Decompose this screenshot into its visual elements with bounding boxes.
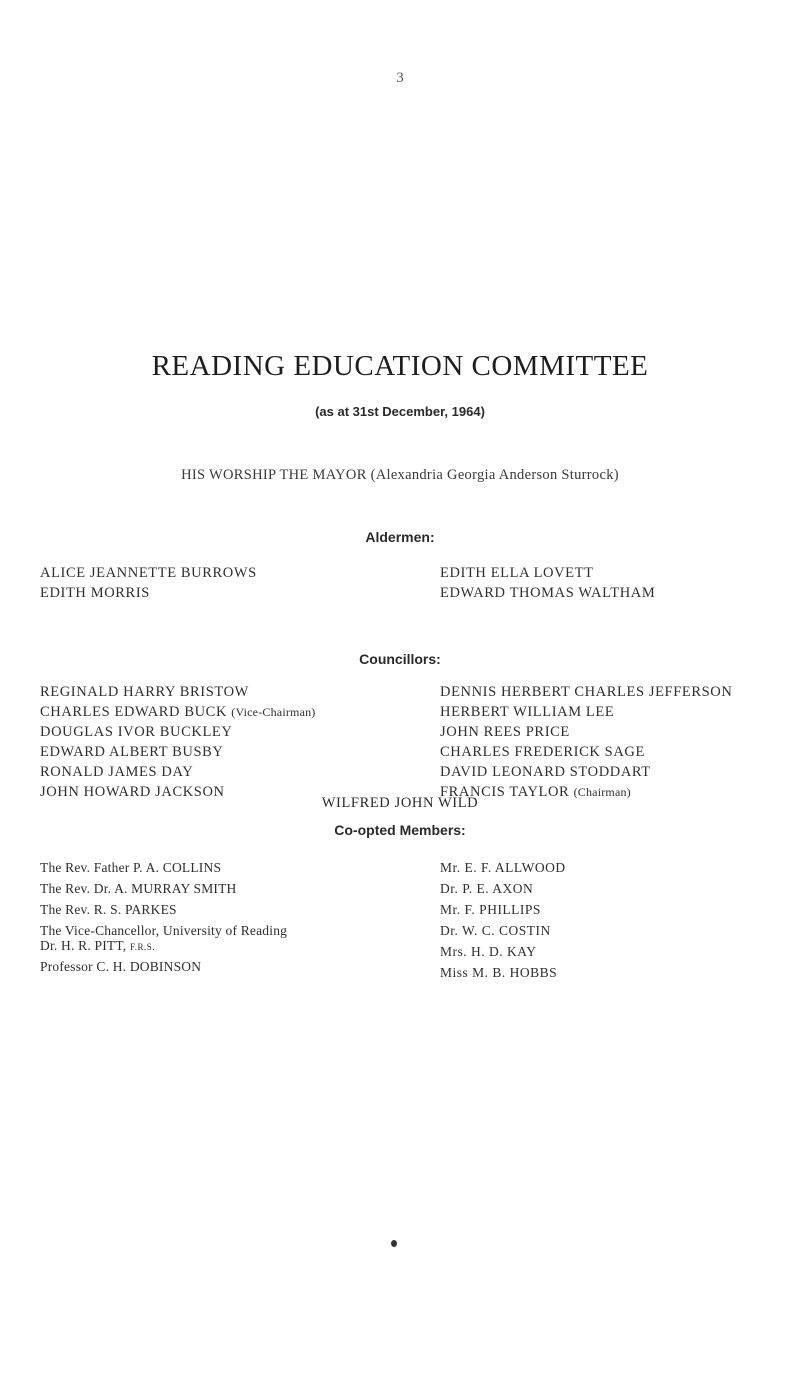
councillor-entry: [40, 724, 232, 741]
coopted-member: Professor C. H. DOBINSON: [40, 959, 202, 974]
councillor-entry: [440, 704, 614, 721]
coopted-member: Dr. H. R. PITT,: [40, 938, 127, 953]
alderman-name: ALICE JEANNETTE BURROWS: [40, 565, 257, 581]
coopted-member: The Rev. Father P. A. COLLINS: [40, 860, 222, 875]
councillor-name: REGINALD HARRY BRISTOW: [40, 684, 249, 700]
chairman-note: (Chairman): [573, 785, 631, 799]
alderman-name: EDWARD THOMAS WALTHAM: [440, 585, 656, 601]
councillor-name: CHARLES FREDERICK SAGE: [440, 744, 645, 760]
coopted-member: The Rev. Dr. A. MURRAY SMITH: [40, 881, 237, 896]
councillor-name: DAVID LEONARD STODDART: [440, 764, 651, 780]
councillor-name: EDWARD ALBERT BUSBY: [40, 744, 224, 760]
councillor-name: FRANCIS TAYLOR: [440, 784, 570, 800]
councillor-entry: [440, 724, 570, 741]
councillor-entry: [440, 684, 732, 701]
coopted-member: The Rev. R. S. PARKES: [40, 902, 177, 917]
coopted-member: Dr. W. C. COSTIN: [440, 923, 551, 938]
councillor-entry: [440, 744, 645, 761]
coopted-member-entry: [40, 938, 155, 954]
coopted-member: Mrs. H. D. KAY: [440, 944, 537, 959]
page-number: 3: [396, 70, 404, 86]
councillor-name: JOHN HOWARD JACKSON: [40, 784, 225, 800]
coopted-member: Mr. F. PHILLIPS: [440, 902, 541, 917]
councillors-heading: Councillors:: [359, 651, 441, 667]
page-title: READING EDUCATION COMMITTEE: [151, 350, 649, 382]
mayor-line: HIS WORSHIP THE MAYOR (Alexandria Georgia Anderson Sturrock): [181, 467, 619, 483]
councillor-name: HERBERT WILLIAM LEE: [440, 704, 615, 720]
coopted-heading: Co-opted Members:: [334, 822, 466, 838]
as-at-date: (as at 31st December, 1964): [315, 404, 485, 419]
councillor-name: DENNIS HERBERT CHARLES JEFFERSON: [440, 684, 733, 700]
councillor-entry: [40, 764, 193, 781]
councillor-entry: [40, 684, 249, 701]
coopted-member: Dr. P. E. AXON: [440, 881, 534, 896]
ink-dot-mark: [391, 1240, 397, 1247]
councillor-entry: [40, 744, 223, 761]
councillor-name: JOHN REES PRICE: [440, 724, 570, 740]
vice-chairman-note: (Vice-Chairman): [231, 705, 316, 719]
coopted-member: Miss M. B. HOBBS: [440, 965, 558, 980]
councillor-name: RONALD JAMES DAY: [40, 764, 194, 780]
alderman-name: EDITH ELLA LOVETT: [440, 565, 594, 581]
councillor-name: CHARLES EDWARD BUCK: [40, 704, 228, 720]
councillor-name-center: WILFRED JOHN WILD: [321, 795, 479, 811]
frs-suffix: F.R.S.: [129, 942, 155, 952]
councillor-entry: [40, 704, 316, 721]
councillor-name: DOUGLAS IVOR BUCKLEY: [40, 724, 233, 740]
councillor-entry: [440, 764, 651, 781]
coopted-member: The Vice-Chancellor, University of Reading: [40, 923, 288, 938]
alderman-name: EDITH MORRIS: [40, 585, 150, 601]
coopted-member: Mr. E. F. ALLWOOD: [440, 860, 566, 875]
aldermen-heading: Aldermen:: [365, 529, 435, 545]
